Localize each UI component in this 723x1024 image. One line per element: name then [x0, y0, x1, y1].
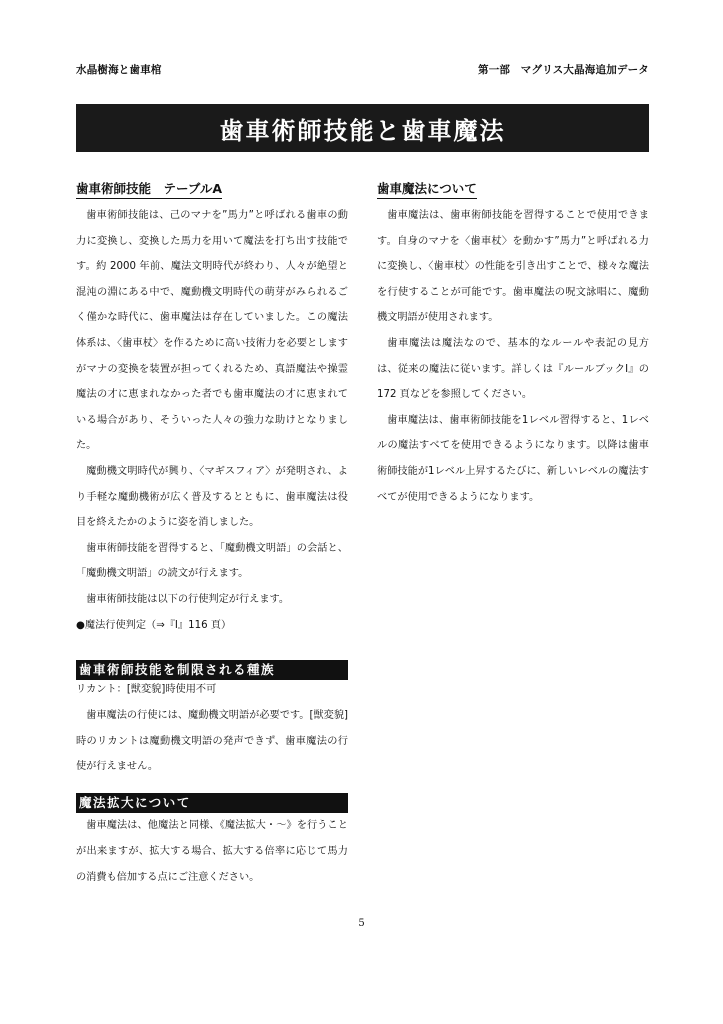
running-header-right: 第一部 マグリス大晶海追加データ — [478, 64, 649, 76]
bullet-item: ●魔法行使判定（⇒『Ⅰ』116 頁） — [76, 619, 232, 631]
paragraph: 歯車魔法は魔法なので、基本的なルールや表記の見方は、従来の魔法に従います。詳しくは『ルールブックⅠ』の 172 頁などを参照してください。 — [377, 337, 649, 401]
paragraph: 歯車魔法は、他魔法と同様、《魔法拡大・～》を行うことが出来ますが、拡大する場合、拡大する倍率に応じて馬力の消費も倍加する点にご注意ください。 — [76, 819, 348, 883]
section-heading-gear-magic: 歯車魔法について — [377, 179, 477, 199]
page-title-bar — [76, 104, 649, 152]
table-heading: 歯車術師技能 テーブルA — [76, 179, 222, 199]
section-title-restricted-races: 歯車術師技能を制限される種族 — [76, 660, 348, 680]
paragraph: 歯車魔法は、歯車術師技能を習得することで使用できます。自身のマナを〈歯車杖〉を動かす”馬力”と呼ばれる力に変換し、〈歯車杖〉の性能を引き出すことで、様々な魔法を行使することが可能です。歯車魔法の呪文詠唱に、魔動機文明語が使用されます。 — [377, 210, 649, 324]
left-column — [76, 178, 348, 891]
page-title: 歯車術師技能と歯車魔法 — [219, 115, 506, 145]
paragraph: 歯車魔法の行使には、魔動機文明語が必要です。[獣変貌]時のリカントは魔動機文明語の発声できず、歯車魔法の行使が行えません。 — [76, 710, 349, 773]
running-header-left: 水晶樹海と歯車棺 — [76, 64, 162, 76]
paragraph: 歯車魔法は、歯車術師技能を1レベル習得すると、1レベルの魔法すべてを使用できるようになります。以降は歯車術師技能が1レベル上昇するたびに、新しいレベルの魔法すべてが使用できるようになります。 — [377, 414, 649, 503]
page-number: 5 — [358, 918, 365, 929]
paragraph: 魔動機文明時代が興り、〈マギスフィア〉が発明され、より手軽な魔動機術が広く普及するとともに、歯車魔法は役目を終えたかのように姿を消しました。 — [76, 465, 348, 529]
paragraph: 歯車術師技能は以下の行使判定が行えます。 — [86, 593, 290, 605]
restriction-note: リカント：[獣変貌]時使用不可 — [76, 684, 217, 696]
paragraph: 歯車術師技能は、己のマナを”馬力”と呼ばれる歯車の動力に変換し、変換した馬力を用いて魔法を打ち出す技能です。約 2000 年前、魔法文明時代が終わり、人々が絶望と混沌の淵にある中で、魔動機文明時代の萌芽がみられるごく僅かな時代に、歯車魔法は存在していました。この魔法体系は、〈歯車杖〉を作るために高い技術力を必要としますがマナの変換を装置が担ってくれるため、真語魔法や操霊魔法の才に恵まれなかった者でも歯車魔法の才に恵まれている場合があり、そういった人々の強力な助けとなりました。 — [76, 210, 348, 452]
right-column — [377, 178, 649, 510]
paragraph: 歯車術師技能を習得すると、「魔動機文明語」の会話と、「魔動機文明語」の読文が行えます。 — [76, 542, 348, 580]
section-title-magic-expansion: 魔法拡大について — [76, 793, 348, 813]
